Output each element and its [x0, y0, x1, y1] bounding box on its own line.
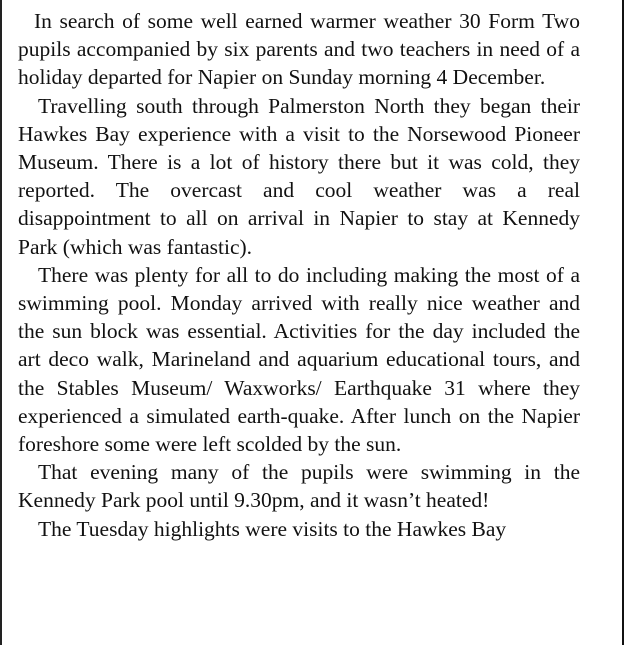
paragraph-norsewood: Travelling south through Palmerston North they began their Hawkes Bay experience with a visit to the Norsewood Pioneer Museum. There is a lot of history there but it was cold, they reported. The overcast and cool weather was a real disappointment to all on arrival in Napier to stay at Kennedy Park (which was fantastic).: [18, 93, 580, 259]
paragraph-monday: There was plenty for all to do including making the most of a swimming pool. Monday arrived with really nice weather and the sun block was essential. Activities for the day included the art deco walk, Marineland and aquarium educational tours, and the Stables Museum/ Waxworks/ Earthquake 31 where they experienced a simulated earth-quake. After lunch on the Napier foreshore some were left scolded by the sun.: [18, 262, 580, 457]
right-column-rule: [622, 0, 624, 645]
paragraph-evening: That evening many of the pupils were swimming in the Kennedy Park pool until 9.30pm, and it wasn’t heated!: [18, 460, 580, 513]
paragraph-intro: In search of some well earned warmer weather 30 Form Two pupils accompanied by six parents and two teachers in need of a holiday departed for Napier on Sunday morning 4 December.: [18, 9, 580, 90]
paragraph-tuesday: The Tuesday highlights were visits to the Hawkes Bay: [38, 516, 507, 541]
article-body: [18, 7, 580, 543]
left-column-rule: [0, 0, 2, 645]
